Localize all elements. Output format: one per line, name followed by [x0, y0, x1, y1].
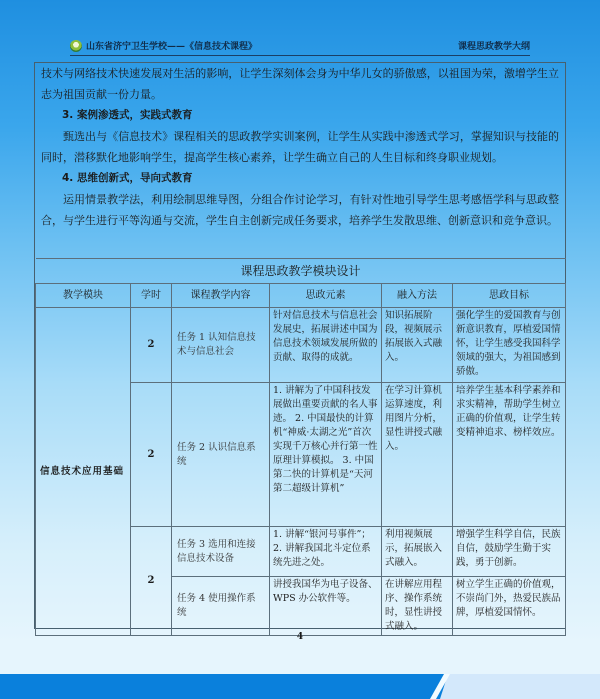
table-title: 课程思政教学模块设计: [36, 259, 566, 284]
paragraph-continued: 技术与网络技术快速发展对生活的影响，让学生深刻体会身为中华儿女的骄傲感，以祖国为荣，激增学生立志为祖国贡献一份力量。: [41, 67, 559, 101]
goal-cell: 增强学生科学自信，民族自信，鼓励学生勤于实践，勇于创新。: [453, 527, 566, 577]
element-cell: 1. 讲解为了中国科技发展做出重要贡献的名人事迹。 2. 中国最快的计算机“神威·太湖之光”首次实现千万核心并行第一性原理计算模拟。 3. 中国第二快的计算机是“天河第二超级计算机”: [270, 383, 382, 527]
column-header-hours: 学时: [131, 284, 172, 308]
school-course-title: 山东省济宁卫生学校——《信息技术课程》: [86, 42, 258, 52]
task-cell: 任务 2 认识信息系统: [172, 383, 270, 527]
task-cell: 任务 1 认知信息技术与信息社会: [172, 308, 270, 383]
hours-cell: 2: [131, 308, 172, 383]
method-cell: 在讲解应用程序、操作系统时，显性讲授式融入。: [382, 577, 453, 636]
task-cell: 任务 3 选用和连接信息技术设备: [172, 527, 270, 577]
module-design-table: [35, 258, 566, 636]
element-cell: 讲授我国华为电子设备、WPS 办公软件等。: [270, 577, 382, 636]
school-logo-icon: [70, 40, 82, 52]
section-4-body: 运用情景教学法，利用绘制思维导图，分组合作讨论学习，有针对性地引导学生思考感悟学科与思政整合，与学生进行平等沟通与交流，学生自主创新完成任务要求，培养学生发散思维、创新意识和竞争意识。: [41, 193, 559, 227]
element-cell: 1. 讲解“银河号事件”；2. 讲解我国北斗定位系统先进之处。: [270, 527, 382, 577]
section-3-body: 甄选出与《信息技术》课程相关的思政教学实训案例，让学生从实践中渗透式学习，掌握知识与技能的同时，潜移默化地影响学生，提高学生核心素养，让学生确立自己的人生目标和终身职业规划。: [41, 130, 559, 164]
table-title-row: [36, 259, 566, 284]
module-design-table-wrap: [35, 258, 565, 636]
column-header-goal: 思政目标: [453, 284, 566, 308]
column-header-method: 融入方法: [382, 284, 453, 308]
document-title: 课程思政教学大纲: [457, 42, 530, 52]
page-number: 4: [296, 632, 304, 642]
column-header-module: 教学模块: [36, 284, 131, 308]
method-cell: 在学习计算机运算速度，利用图片分析，显性讲授式融入。: [382, 383, 453, 527]
method-cell: 知识拓展阶段，视频展示拓展嵌入式融入。: [382, 308, 453, 383]
element-cell: 针对信息技术与信息社会发展史，拓展讲述中国为信息技术领域发展所做的贡献、取得的成就。: [270, 308, 382, 383]
hours-cell: 2: [131, 383, 172, 527]
module-name: 信息技术应用基础: [36, 308, 131, 636]
method-cell: 利用视频展示，拓展嵌入式融入。: [382, 527, 453, 577]
content-box: [34, 62, 566, 632]
intro-block: [35, 63, 565, 231]
header-school: [70, 39, 257, 52]
table-header-row: [36, 284, 566, 308]
section-4-heading: 4. 思维创新式，导向式教育: [62, 172, 193, 184]
column-header-element: 思政元素: [270, 284, 382, 308]
goal-cell: 树立学生正确的价值观，不崇尚门外，热爱民族品牌，厚植爱国情怀。: [453, 577, 566, 636]
task-cell: 任务 4 使用操作系统: [172, 577, 270, 636]
section-3-heading: 3. 案例渗透式，实践式教育: [62, 109, 193, 121]
column-header-content: 课程教学内容: [172, 284, 270, 308]
page-header: [70, 36, 530, 56]
goal-cell: 培养学生基本科学素养和求实精神，帮助学生树立正确的价值观，让学生转变精神追求、榜样效应。: [453, 383, 566, 527]
goal-cell: 强化学生的爱国教育与创新意识教育，厚植爱国情怀，让学生感受我国科学领域的强大，为祖国感到骄傲。: [453, 308, 566, 383]
table-row: [36, 308, 566, 383]
footer-slant-decoration: [440, 674, 600, 699]
hours-cell: 2: [131, 527, 172, 636]
